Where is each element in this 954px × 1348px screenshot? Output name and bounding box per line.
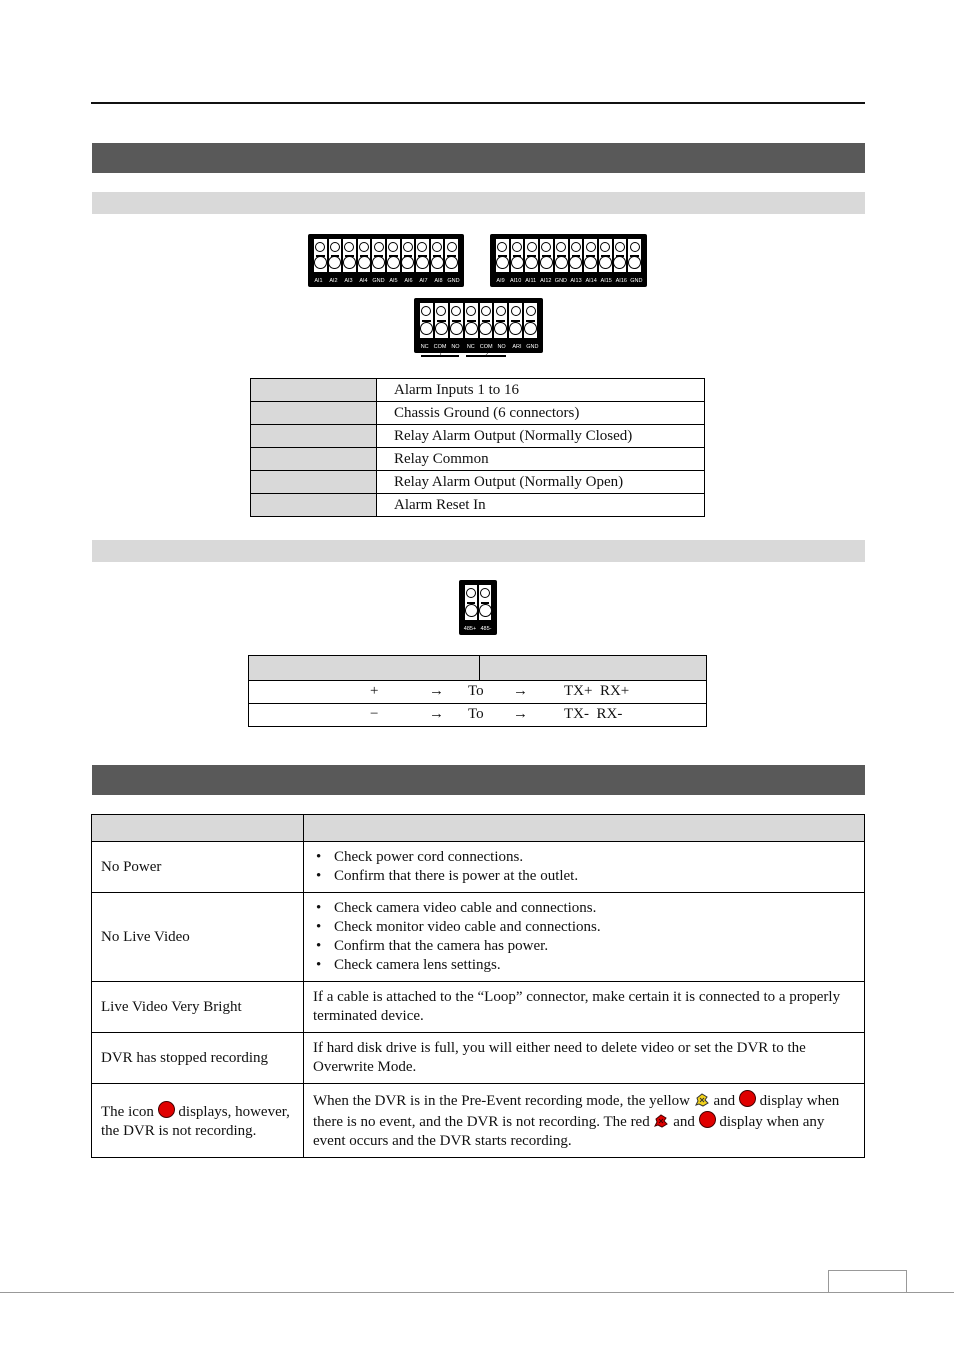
terminal-label: AI12 — [540, 277, 552, 284]
list-item: • Check camera lens settings. — [313, 956, 855, 975]
table-header-row — [92, 815, 865, 842]
to-label: To — [468, 706, 484, 722]
arrow-icon: → — [429, 683, 444, 699]
troubleshooting-table — [91, 814, 865, 1158]
problem-cell: No Power — [92, 842, 304, 893]
pin-key — [251, 379, 377, 402]
pin-key — [251, 402, 377, 425]
col-header — [249, 656, 480, 681]
pin-desc: Relay Alarm Output (Normally Closed) — [377, 425, 705, 448]
relay-number-2: 2 — [485, 352, 489, 358]
relay-group-marks — [414, 353, 543, 361]
problem-text-a: The icon — [101, 1103, 154, 1120]
terminal-label: AI4 — [359, 277, 368, 284]
arrow-icon: → — [429, 706, 444, 722]
subsection-bar-alarm — [92, 192, 865, 214]
relay-connector — [414, 298, 543, 353]
terminal-label: GND — [447, 277, 460, 284]
arrow-icon: → — [513, 706, 528, 722]
pin-desc: Relay Alarm Output (Normally Open) — [377, 471, 705, 494]
col-header-solution — [304, 815, 865, 842]
alarm-connector-a — [308, 234, 464, 287]
record-dot-icon — [158, 1101, 175, 1118]
terminal-pin — [480, 303, 493, 338]
terminal-pin — [402, 239, 415, 272]
terminal-pin — [479, 585, 491, 620]
relay-number-1: 1 — [439, 352, 443, 358]
page-number-tab — [828, 1270, 907, 1293]
header-rule — [91, 102, 865, 104]
to-label: To — [468, 683, 484, 699]
list-item: • Check power cord connections. — [313, 848, 855, 867]
terminal-label: AI14 — [585, 277, 597, 284]
terminal-pin — [372, 239, 385, 272]
table-row — [251, 448, 705, 471]
terminal-pin — [509, 303, 522, 338]
terminal-pin — [540, 239, 553, 272]
terminal-label: COM — [433, 343, 447, 350]
rs485-row-plus — [249, 681, 707, 704]
terminal-pin — [496, 239, 509, 272]
terminal-pin — [494, 303, 507, 338]
problem-text-b: displays, however, the DVR is not recording. — [101, 1103, 290, 1139]
terminal-label: AI6 — [404, 277, 413, 284]
pins-b — [495, 239, 642, 272]
table-row — [92, 982, 865, 1033]
terminal-label: AI1 — [314, 277, 323, 284]
terminal-label: AI10 — [509, 277, 522, 284]
terminal-label: AI2 — [329, 277, 338, 284]
terminal-pin — [524, 303, 537, 338]
terminal-pin — [599, 239, 612, 272]
terminal-label: ARI — [512, 343, 522, 350]
terminal-label: GND — [554, 277, 568, 284]
problem-cell: DVR has stopped recording — [92, 1033, 304, 1084]
record-dot-icon — [739, 1090, 756, 1107]
table-row — [92, 842, 865, 893]
pin-key — [251, 425, 377, 448]
pin-desc: Relay Common — [377, 448, 705, 471]
pin-key — [251, 448, 377, 471]
subsection-bar-rs485 — [92, 540, 865, 562]
labels-a — [311, 276, 461, 285]
dest-label: TX- RX- — [564, 706, 623, 722]
terminal-label: AI11 — [525, 277, 537, 284]
solution-text-5: display when any event occurs and the DVR starts recording. — [313, 1114, 825, 1149]
pin-key — [251, 494, 377, 517]
terminal-pin — [314, 239, 327, 272]
terminal-pin — [570, 239, 583, 272]
alarm-connector-b — [490, 234, 647, 287]
col-header — [480, 656, 707, 681]
section-bar-1 — [92, 143, 865, 173]
terminal-label: AI8 — [434, 277, 443, 284]
solution-cell: If hard disk drive is full, you will either need to delete video or set the DVR to the Overwrite Mode. — [304, 1033, 865, 1084]
terminal-pin — [584, 239, 597, 272]
terminal-pin — [628, 239, 641, 272]
terminal-pin — [416, 239, 429, 272]
terminal-label: GND — [526, 343, 539, 350]
terminal-pin — [450, 303, 463, 338]
list-item: • Confirm that there is power at the outlet. — [313, 867, 855, 886]
terminal-label: NO — [497, 343, 506, 350]
terminal-pin — [420, 303, 433, 338]
terminal-label: AI13 — [570, 277, 582, 284]
problem-cell: Live Video Very Bright — [92, 982, 304, 1033]
terminal-pin — [511, 239, 524, 272]
labels-b — [493, 276, 644, 285]
terminal-label: AI5 — [389, 277, 398, 284]
rs485-table — [248, 655, 707, 727]
pin-sign: + — [370, 683, 379, 699]
rs485-row-minus — [249, 704, 707, 727]
solution-text-3: display when there is no event, and the DVR is not recording. The red — [313, 1093, 840, 1130]
table-row — [251, 471, 705, 494]
terminal-pin — [431, 239, 444, 272]
footer-rule — [0, 1292, 954, 1293]
solution-cell — [304, 842, 865, 893]
list-item: • Confirm that the camera has power. — [313, 937, 855, 956]
solution-cell: If a cable is attached to the “Loop” connector, make certain it is connected to a properly terminated device. — [304, 982, 865, 1033]
table-header-row — [249, 656, 707, 681]
terminal-label: 485- — [480, 625, 492, 632]
solution-text-1: When the DVR is in the Pre-Event recording mode, the yellow — [313, 1093, 690, 1109]
problem-cell — [92, 1084, 304, 1158]
pin-desc: Alarm Inputs 1 to 16 — [377, 379, 705, 402]
table-row — [251, 402, 705, 425]
rs485-connector — [459, 580, 497, 635]
terminal-pin — [358, 239, 371, 272]
table-row — [92, 893, 865, 982]
pre-event-yellow-icon — [694, 1092, 710, 1108]
terminal-label: AI3 — [344, 277, 353, 284]
terminal-label: COM — [479, 343, 493, 350]
terminal-label: AI7 — [419, 277, 428, 284]
terminal-pin — [525, 239, 538, 272]
labels-relay — [417, 342, 540, 351]
table-row — [249, 681, 707, 704]
table-row — [249, 704, 707, 727]
terminal-label: 485+ — [463, 625, 477, 632]
terminal-pin — [614, 239, 627, 272]
table-row — [92, 1084, 865, 1158]
alarm-pin-table — [250, 378, 705, 517]
solution-text-2: and — [713, 1093, 736, 1109]
terminal-label: NO — [451, 343, 460, 350]
table-row — [251, 379, 705, 402]
terminal-pin — [445, 239, 458, 272]
pins-a — [313, 239, 459, 272]
terminal-label: GND — [372, 277, 385, 284]
terminal-label: AI15 — [600, 277, 612, 284]
terminal-pin — [465, 585, 477, 620]
list-item: • Check camera video cable and connections. — [313, 899, 855, 918]
table-row — [92, 1033, 865, 1084]
pin-key — [251, 471, 377, 494]
pins-relay — [419, 303, 538, 338]
terminal-label: GND — [630, 277, 643, 284]
solution-cell — [304, 893, 865, 982]
terminal-pin — [329, 239, 342, 272]
section-bar-troubleshooting — [92, 765, 865, 795]
terminal-pin — [387, 239, 400, 272]
record-dot-icon — [699, 1111, 716, 1128]
terminal-label: NC — [466, 343, 475, 350]
arrow-icon: → — [513, 683, 528, 699]
col-header-problem — [92, 815, 304, 842]
problem-cell: No Live Video — [92, 893, 304, 982]
pins-rs485 — [464, 585, 492, 620]
terminal-pin — [555, 239, 568, 272]
table-row — [251, 425, 705, 448]
table-row — [251, 494, 705, 517]
list-item: • Check monitor video cable and connections. — [313, 918, 855, 937]
solution-text-4: and — [673, 1114, 695, 1130]
terminal-pin — [343, 239, 356, 272]
solution-cell — [304, 1084, 865, 1158]
pin-desc: Chassis Ground (6 connectors) — [377, 402, 705, 425]
event-red-icon — [653, 1113, 669, 1129]
terminal-label: AI16 — [615, 277, 627, 284]
terminal-label: AI9 — [496, 277, 505, 284]
terminal-label: NC — [420, 343, 429, 350]
dest-label: TX+ RX+ — [564, 683, 630, 699]
terminal-pin — [435, 303, 448, 338]
labels-rs485 — [462, 624, 494, 633]
pin-desc: Alarm Reset In — [377, 494, 705, 517]
terminal-pin — [465, 303, 478, 338]
pin-sign: − — [370, 706, 379, 722]
